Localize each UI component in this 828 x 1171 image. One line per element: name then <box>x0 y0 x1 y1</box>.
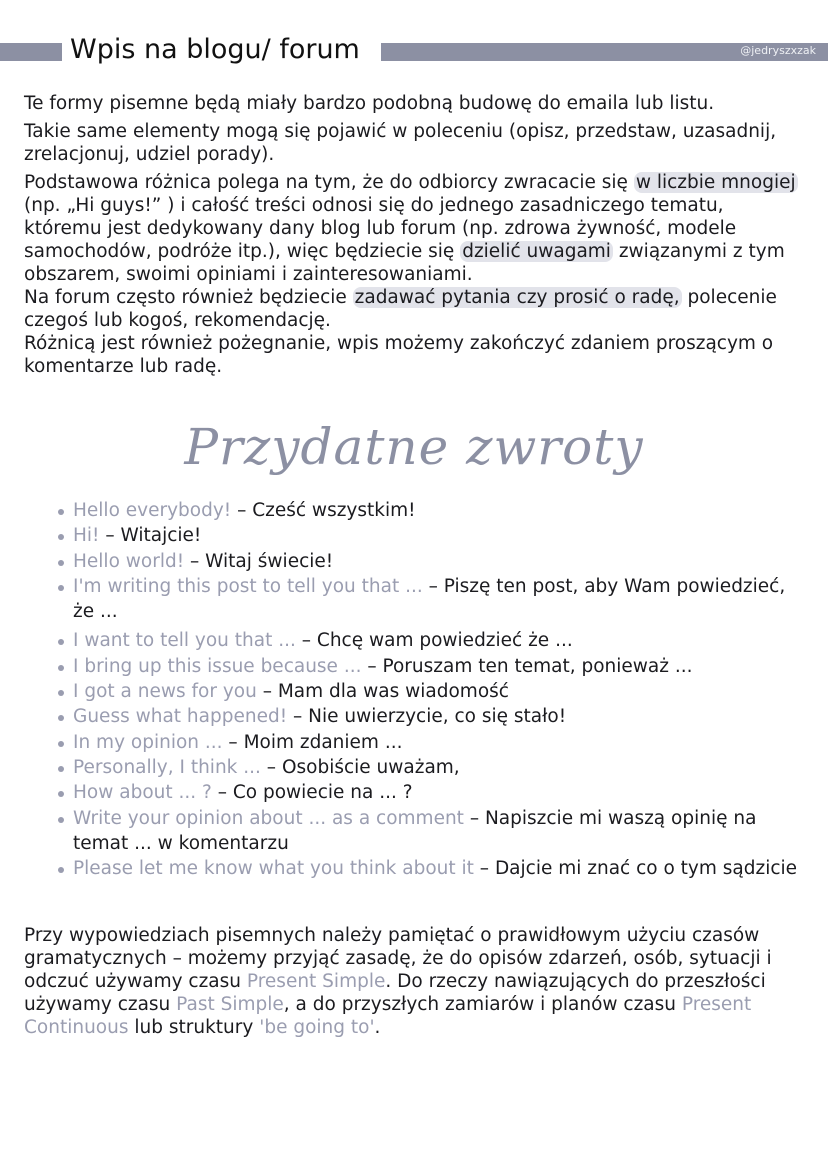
phrase-english: I want to tell you that ... <box>73 630 296 652</box>
phrase-item <box>58 654 798 679</box>
phrase-polish: Piszę ten post, aby Wam powiedzieć, że ... <box>73 575 786 623</box>
phrase-item <box>58 679 798 704</box>
phrase-english: Hello everybody! <box>73 500 232 521</box>
phrase-english: Personally, I think ... <box>73 756 261 778</box>
highlight: w liczbie mnogiej <box>635 172 796 193</box>
phrase-item <box>58 806 798 857</box>
phrase-english: Please let me know what you think about it <box>73 858 474 880</box>
phrase-item <box>58 523 798 548</box>
text: . <box>374 1017 381 1038</box>
dash: – <box>99 525 121 547</box>
paragraph <box>24 286 799 332</box>
phrase-english: Write your opinion about ... as a comment <box>73 807 464 829</box>
phrase-polish: Co powiecie na ... ? <box>232 782 413 804</box>
phrase-polish: Witaj świecie! <box>205 550 334 572</box>
dash: – <box>361 655 383 677</box>
tense-name: Present Simple <box>246 971 386 992</box>
phrase-polish: Witajcie! <box>120 525 202 547</box>
text: , a do przyszłych zamiarów i planów czasu <box>283 994 682 1015</box>
dash: – <box>463 807 485 829</box>
author-handle: @jedryszxzak <box>740 44 816 57</box>
dash: – <box>256 681 278 703</box>
dash: – <box>287 706 309 728</box>
tense-name: 'be going to' <box>259 1017 375 1038</box>
paragraph: Takie same elementy mogą się pojawić w poleceniu (opisz, przedstaw, uzasadnij, zrelacjonuj, udziel porady). <box>24 121 777 165</box>
phrases-heading: Przydatne zwroty <box>184 418 644 476</box>
phrase-english: I got a news for you <box>73 681 257 703</box>
phrase-polish: Osobiście uważam, <box>281 756 460 778</box>
paragraph: Różnicą jest również pożegnanie, wpis możemy zakończyć zdaniem proszącym o komentarze lub radę. <box>24 333 774 377</box>
phrase-item <box>58 780 798 805</box>
tense-name: Past Simple <box>176 994 284 1015</box>
text: . Do rzeczy nawiązujących do przeszłości używamy czasu <box>24 971 766 1015</box>
phrase-english: Hi! <box>73 525 100 547</box>
text: Podstawowa różnica polega na tym, że do odbiorcy zwracacie się <box>24 172 634 193</box>
phrase-item <box>58 628 798 653</box>
dash: – <box>422 575 444 597</box>
paragraph <box>24 171 799 286</box>
dash: – <box>184 550 206 572</box>
footer-paragraph <box>24 924 799 1039</box>
phrase-english: I'm writing this post to tell you that ... <box>73 575 423 597</box>
page-title: Wpis na blogu/ forum <box>70 34 360 65</box>
phrase-item <box>58 498 798 523</box>
text: polecenie czegoś lub kogoś, rekomendację. <box>24 287 777 331</box>
dash: – <box>473 858 495 880</box>
page-header <box>0 34 828 64</box>
text: Przy wypowiedziach pisemnych należy pamiętać o prawidłowym użyciu czasów gramatycznych – możemy przyjąć zasadę, że do opisów zdarzeń, osób, sytuacji i odczuć używamy czasu <box>24 925 772 992</box>
phrase-item <box>58 856 798 881</box>
phrase-polish: Dajcie mi znać co o tym sądzicie <box>494 858 798 880</box>
phrase-polish: Poruszam ten temat, ponieważ ... <box>382 655 693 677</box>
phrase-english: How about ... ? <box>73 782 212 804</box>
text: lub struktury <box>128 1017 260 1038</box>
dash: – <box>295 630 317 652</box>
phrase-polish: Napiszcie mi waszą opinię na temat ... w komentarzu <box>73 807 757 854</box>
phrase-polish: Mam dla was wiadomość <box>277 681 509 703</box>
phrase-item <box>58 730 798 755</box>
phrase-polish: Chcę wam powiedzieć że ... <box>316 630 573 652</box>
phrase-polish: Nie uwierzycie, co się stało! <box>308 706 567 728</box>
tense-name: Present Continuous <box>24 994 752 1038</box>
phrase-list <box>58 498 798 881</box>
phrase-english: I bring up this issue because ... <box>73 655 362 677</box>
phrase-item <box>58 549 798 574</box>
phrase-english: Hello world! <box>73 550 185 572</box>
text: związanymi z tym obszarem, swoimi opiniami i zainteresowaniami. <box>24 241 785 285</box>
header-bar-left <box>0 43 62 61</box>
phrase-polish: Cześć wszystkim! <box>252 500 416 521</box>
phrase-item <box>58 704 798 729</box>
highlight: zadawać pytania czy prosić o radę, <box>354 287 680 308</box>
dash: – <box>231 500 253 521</box>
dash: – <box>211 782 233 804</box>
phrase-polish: Moim zdaniem ... <box>243 731 403 753</box>
dash: – <box>260 756 282 778</box>
highlight: dzielić uwagami <box>462 241 611 262</box>
phrase-english: Guess what happened! <box>73 706 288 728</box>
phrase-item <box>58 574 798 625</box>
dash: – <box>222 731 244 753</box>
paragraph: Te formy pisemne będą miały bardzo podobną budowę do emaila lub listu. <box>24 93 715 114</box>
phrase-item <box>58 755 798 780</box>
text: (np. „Hi guys!” ) i całość treści odnosi się do jednego zasadniczego tematu, któremu jest dedykowany dany blog lub forum (np. zdrowa żywność, modele samochodów, podróże itp.), więc będziecie się <box>24 195 737 262</box>
phrase-english: In my opinion ... <box>73 731 223 753</box>
text: Na forum często również będziecie <box>24 287 353 308</box>
intro-text <box>24 92 799 378</box>
